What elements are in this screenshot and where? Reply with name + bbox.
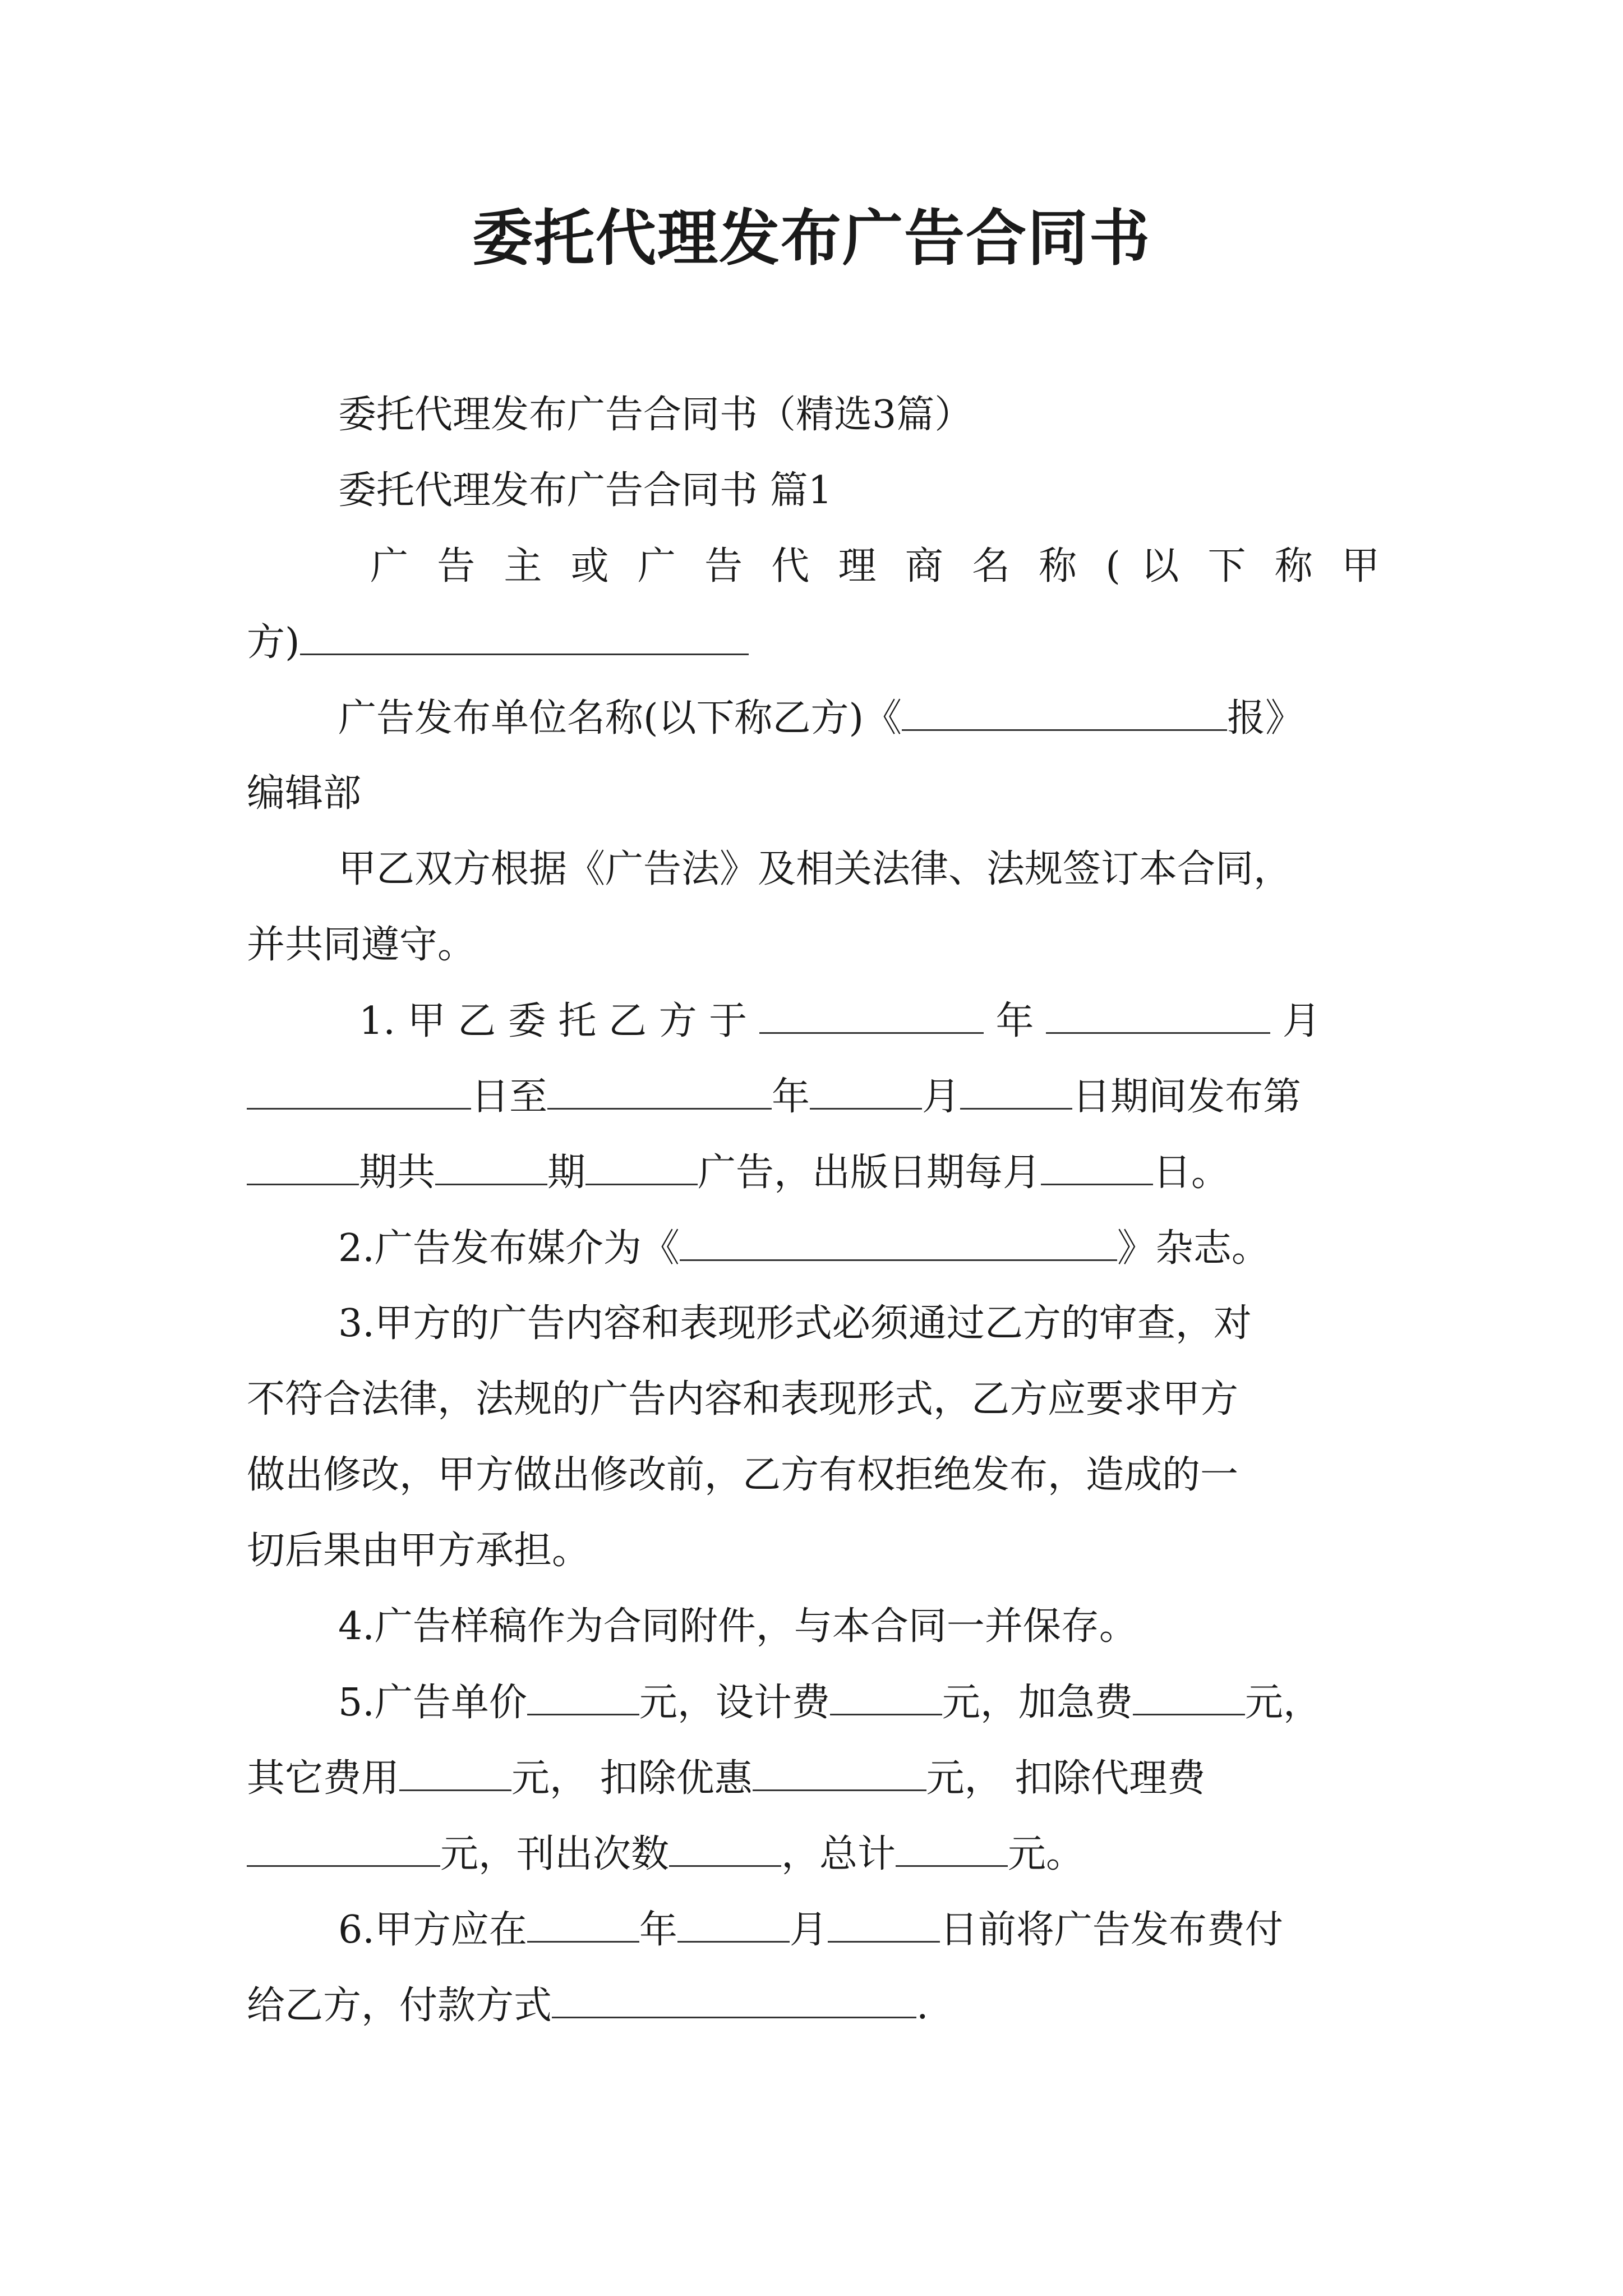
clause-6-month-blank: [677, 1902, 790, 1943]
clause-5-total-blank: [896, 1826, 1008, 1867]
clause-1-text-f: 月: [922, 1075, 961, 1119]
clause-4: 4.广告样稿作为合同附件，与本合同一并保存。: [338, 1604, 1137, 1649]
clause-1-line-1: [359, 993, 1387, 1049]
clause-1-year-blank: [759, 993, 984, 1034]
clause-1-day-blank: [247, 1069, 471, 1110]
clause-2: [338, 1220, 1387, 1276]
clause-5-text-e: 其它费用: [247, 1756, 400, 1801]
party-b-label-mid: 报》: [1227, 696, 1304, 740]
clause-5-rush-fee-blank: [1133, 1674, 1245, 1715]
document-title: 委托代理发布广告合同书: [472, 203, 1151, 274]
clause-5-text-g: 元， 扣除代理费: [926, 1756, 1206, 1801]
clause-1-text-k: 日。: [1153, 1151, 1230, 1195]
clause-5-text-b: 元，设计费: [639, 1681, 830, 1725]
party-b-label-start: 广告发布单位名称(以下称乙方)《: [338, 696, 902, 740]
clause-5-other-fee-blank: [399, 1750, 511, 1791]
clause-2-text-a: 2.广告发布媒介为《: [338, 1226, 680, 1271]
clause-3-line-1: 3.甲方的广告内容和表现形式必须通过乙方的审查，对: [338, 1301, 1252, 1346]
clause-1-line-2: [247, 1069, 1387, 1125]
clause-2-media-blank: [680, 1220, 1117, 1261]
clause-5-design-fee-blank: [830, 1674, 942, 1715]
clause-5-text-h: 元，刊出次数: [440, 1832, 670, 1876]
clause-6-day-blank: [828, 1902, 940, 1943]
clause-5-text-a: 5.广告单价: [338, 1681, 527, 1725]
party-a-label-end: [247, 614, 1387, 670]
clause-2-text-b: 》杂志。: [1117, 1226, 1270, 1271]
clause-3-line-4: 切后果由甲方承担。: [247, 1529, 591, 1573]
clause-5-line-2: [247, 1750, 1387, 1806]
document-subtitle: 委托代理发布广告合同书（精选3篇）: [338, 393, 973, 437]
clause-1-line-3: [247, 1144, 1387, 1200]
clause-5-text-j: 元。: [1008, 1832, 1085, 1876]
party-b-label-end: 编辑部: [247, 771, 362, 816]
clause-1-text-j: 广告，出版日期每月: [698, 1151, 1041, 1195]
clause-1-text-e: 年: [772, 1075, 810, 1119]
clause-6-text-a: 6.甲方应在: [338, 1908, 527, 1952]
clause-1-text-c: 月: [1282, 999, 1321, 1043]
clause-5-agency-fee-blank: [247, 1826, 440, 1867]
clause-1-text-h: 期共: [359, 1151, 436, 1195]
intro-line-2: 并共同遵守。: [247, 923, 476, 967]
clause-1-end-year-blank: [547, 1069, 772, 1110]
clause-1-ad-blank: [585, 1144, 698, 1185]
clause-3-line-2: 不符合法律，法规的广告内容和表现形式，乙方应要求甲方: [247, 1377, 1239, 1421]
intro-line-1: 甲乙双方根据《广告法》及相关法律、法规签订本合同，: [338, 847, 1292, 891]
party-b-label: [338, 690, 1387, 746]
clause-6-year-blank: [527, 1902, 639, 1943]
clause-6-text-c: 月: [789, 1908, 828, 1952]
clause-5-times-blank: [669, 1826, 781, 1867]
clause-5-text-c: 元，加急费: [942, 1681, 1133, 1725]
clause-6-line-1: [338, 1902, 1387, 1958]
clause-6-text-f: .: [916, 1984, 929, 2028]
party-a-label-end-text: 方): [247, 620, 300, 665]
clause-1-end-month-blank: [810, 1069, 922, 1110]
clause-1-text-d: 日至: [471, 1075, 548, 1119]
clause-5-text-d: 元，: [1244, 1681, 1321, 1725]
clause-6-text-b: 年: [639, 1908, 677, 1952]
clause-1-pub-day-blank: [1041, 1144, 1153, 1185]
clause-6-text-d: 日前将广告发布费付: [939, 1908, 1283, 1952]
clause-5-line-3: [247, 1826, 1387, 1882]
clause-1-text-b: 年: [995, 999, 1034, 1043]
clause-1-issue-blank: [247, 1144, 359, 1185]
clause-5-text-f: 元， 扣除优惠: [511, 1756, 753, 1801]
party-a-name-blank: [300, 614, 749, 655]
party-b-name-blank: [902, 690, 1227, 731]
clause-5-line-1: [338, 1674, 1387, 1731]
clause-5-unit-price-blank: [527, 1674, 639, 1715]
clause-1-month-blank: [1046, 993, 1270, 1034]
clause-1-end-day-blank: [960, 1069, 1072, 1110]
clause-5-discount-blank: [753, 1750, 926, 1791]
clause-6-text-e: 给乙方，付款方式: [247, 1984, 552, 2028]
clause-1-text-i: 期: [547, 1151, 586, 1195]
clause-6-line-2: [247, 1977, 1387, 2033]
section-heading: 委托代理发布广告合同书 篇1: [338, 468, 832, 513]
clause-3-line-3: 做出修改，甲方做出修改前，乙方有权拒绝发布，造成的一: [247, 1453, 1239, 1497]
clause-6-payment-method-blank: [552, 1977, 916, 2018]
party-a-label-line: 广 告 主 或 广 告 代 理 商 名 称 ( 以 下 称 甲: [370, 544, 1380, 588]
clause-1-text-a: 1. 甲 乙 委 托 乙 方 于: [359, 999, 748, 1043]
clause-5-text-i: ，总计: [781, 1832, 896, 1876]
clause-1-issues-count-blank: [435, 1144, 547, 1185]
clause-1-text-g: 日期间发布第: [1072, 1075, 1302, 1119]
